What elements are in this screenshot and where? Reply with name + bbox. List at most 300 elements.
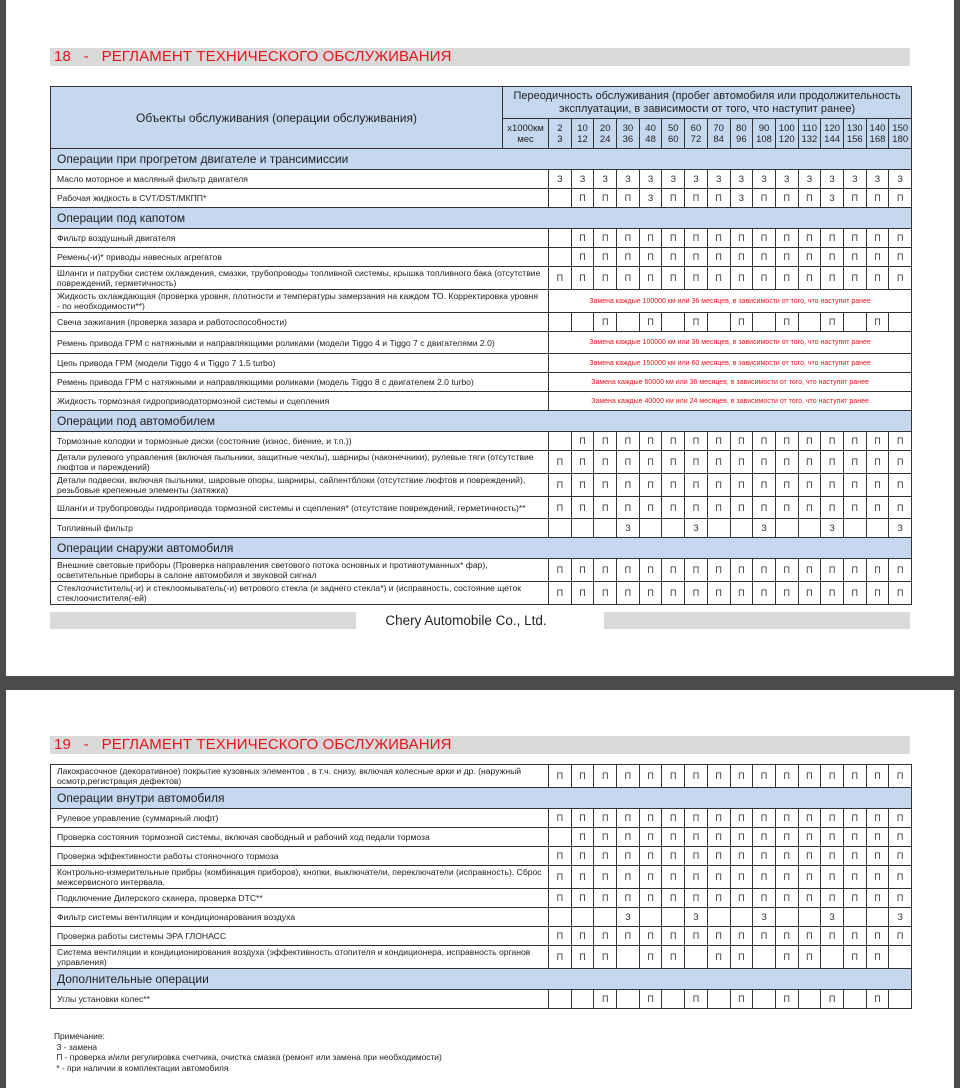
schedule-cell: П [843,765,866,788]
schedule-cell: П [662,229,685,248]
schedule-cell [753,990,776,1009]
schedule-cell: П [707,248,730,267]
interval-months: 36 [622,133,634,145]
schedule-cell: П [866,474,889,497]
schedule-cell: П [866,927,889,946]
schedule-cell: З [798,170,821,189]
schedule-cell: П [889,229,912,248]
operation-label: Внешние световые приборы (Проверка направления светового потока основных и противотуманных* фар), осветительные приборы в салоне автомобиля и звуковой сигнал [51,559,549,582]
unit-km: x1000км [507,122,544,134]
interval-km: 40 [645,122,656,134]
schedule-cell: П [617,866,640,889]
schedule-cell: З [775,170,798,189]
schedule-cell: П [685,189,708,208]
schedule-cell: П [843,474,866,497]
schedule-cell: П [775,559,798,582]
schedule-cell: П [889,559,912,582]
schedule-cell: П [798,946,821,969]
schedule-cell: П [889,809,912,828]
schedule-cell: П [707,809,730,828]
schedule-cell: П [753,248,776,267]
schedule-cell: П [639,582,662,605]
interval-header [685,119,708,149]
schedule-cell: П [707,229,730,248]
schedule-cell: П [889,474,912,497]
table-row [51,189,912,208]
table-row [51,373,912,392]
schedule-cell: П [685,847,708,866]
schedule-cell: П [549,559,572,582]
schedule-cell: П [617,474,640,497]
schedule-cell: П [821,451,844,474]
schedule-cell: З [821,519,844,538]
schedule-cell: П [685,497,708,519]
schedule-cell: П [685,889,708,908]
schedule-cell: П [707,889,730,908]
schedule-cell: З [662,170,685,189]
schedule-cell: П [662,765,685,788]
schedule-cell: П [843,189,866,208]
interval-header [639,119,662,149]
schedule-cell: З [753,519,776,538]
schedule-cell: П [821,927,844,946]
schedule-cell: П [775,765,798,788]
schedule-cell: П [662,582,685,605]
schedule-cell [707,990,730,1009]
schedule-cell: П [685,990,708,1009]
table-row [51,392,912,411]
schedule-cell: П [594,267,617,290]
replacement-note: Замена каждые 100000 км или 36 месяцев, в зависимости от того, что наступит ранее [549,332,912,354]
table-row [51,170,912,189]
interval-months: 60 [667,133,679,145]
schedule-cell [639,908,662,927]
section-header [51,538,912,559]
schedule-cell: П [821,474,844,497]
table-row [51,451,912,474]
schedule-cell: З [821,189,844,208]
operation-label: Проверка состояния тормозной системы, включая свободный и рабочий ход педали тормоза [51,828,549,847]
schedule-cell: П [730,990,753,1009]
schedule-cell: П [753,497,776,519]
schedule-cell: П [571,189,594,208]
schedule-cell: П [889,889,912,908]
schedule-cell: П [866,432,889,451]
schedule-cell: П [889,451,912,474]
replacement-note: Замена каждые 100000 км или 36 месяцев, в зависимости от того, что наступит ранее [549,290,912,313]
table-row [51,889,912,908]
schedule-cell [662,990,685,1009]
schedule-cell: П [730,946,753,969]
schedule-cell: З [639,189,662,208]
schedule-cell: З [617,908,640,927]
schedule-cell: П [617,497,640,519]
notes-line: П - проверка и/или регулировка счетчика, очистка смазка (ремонт или замена при необходимости) [54,1052,442,1062]
schedule-cell: П [707,267,730,290]
operation-label: Стеклоочиститель(-и) и стеклоомыватель(-и) ветрового стекла (и заднего стекла*) и (исправность, состояние щеток стеклоочистителя(-ей) [51,582,549,605]
schedule-cell: П [549,497,572,519]
schedule-cell: П [889,866,912,889]
schedule-cell: П [775,267,798,290]
schedule-cell: П [594,847,617,866]
footer-company: Chery Automobile Co., Ltd. [385,613,547,628]
schedule-cell: П [798,765,821,788]
schedule-cell: З [617,519,640,538]
schedule-cell: П [594,946,617,969]
operation-label: Тормозные колодки и тормозные диски (состояние (износ, биение, и т.п.)) [51,432,549,451]
schedule-cell: П [798,582,821,605]
schedule-cell: П [662,432,685,451]
schedule-cell: П [662,248,685,267]
schedule-cell: П [753,474,776,497]
schedule-cell: П [639,809,662,828]
schedule-cell: З [889,908,912,927]
page-title-bar [50,736,910,754]
schedule-cell [775,908,798,927]
schedule-cell: П [594,451,617,474]
schedule-cell: П [662,559,685,582]
interval-header [889,119,912,149]
table-row [51,828,912,847]
interval-km: 150 [892,122,909,134]
interval-header [617,119,640,149]
schedule-cell: П [707,189,730,208]
interval-km: 80 [736,122,747,134]
table-row [51,313,912,332]
schedule-cell [685,946,708,969]
schedule-cell [707,908,730,927]
schedule-cell: П [594,866,617,889]
schedule-cell: П [798,828,821,847]
table-row [51,354,912,373]
schedule-cell: З [730,189,753,208]
schedule-cell: П [775,582,798,605]
schedule-cell: П [571,432,594,451]
schedule-cell: П [730,927,753,946]
schedule-cell [639,519,662,538]
schedule-cell: П [639,497,662,519]
schedule-cell: П [617,451,640,474]
schedule-cell: П [662,267,685,290]
schedule-cell: П [549,946,572,969]
schedule-cell [889,946,912,969]
schedule-cell: З [594,170,617,189]
schedule-cell: П [639,229,662,248]
schedule-cell: П [866,497,889,519]
schedule-cell: П [889,432,912,451]
operation-label: Жидкость тормозная гидроприводатормозной системы и сцепления [51,392,549,411]
schedule-cell: П [798,889,821,908]
schedule-cell: П [775,189,798,208]
schedule-cell: П [594,559,617,582]
schedule-cell: П [707,946,730,969]
operation-label: Детали рулевого управления (включая пыльники, защитные чехлы), шарниры (наконечники), рулевые тяги (отсутствие люфтов и пареждений) [51,451,549,474]
schedule-cell: П [753,809,776,828]
schedule-cell: П [798,189,821,208]
schedule-cell: П [662,889,685,908]
schedule-cell: П [866,248,889,267]
maintenance-schedule-table [50,86,912,605]
interval-header [571,119,594,149]
schedule-cell: П [707,451,730,474]
footer-bar-left [50,612,356,629]
interval-months: 108 [756,133,772,145]
schedule-cell: П [549,765,572,788]
interval-km: 70 [713,122,724,134]
section-title: Операции внутри автомобиля [51,788,912,809]
schedule-cell: З [639,170,662,189]
schedule-cell: П [753,582,776,605]
schedule-cell: П [866,847,889,866]
operation-label: Ремень(-и)* приводы навесных агрегатов [51,248,549,267]
schedule-cell: П [821,828,844,847]
schedule-cell: П [594,229,617,248]
schedule-cell: П [866,866,889,889]
section-header [51,411,912,432]
schedule-cell: П [821,889,844,908]
schedule-cell: П [549,889,572,908]
schedule-cell: П [571,946,594,969]
schedule-cell: П [662,847,685,866]
interval-km: 30 [622,122,634,134]
operation-label: Проверка эффективности работы стояночного тормоза [51,847,549,866]
maintenance-schedule-table-continued [50,764,912,1009]
schedule-cell [889,313,912,332]
schedule-cell: П [662,927,685,946]
schedule-cell [843,313,866,332]
table-row [51,765,912,788]
operation-label: Углы установки колес** [51,990,549,1009]
schedule-cell: П [821,497,844,519]
schedule-cell: П [639,866,662,889]
schedule-cell: П [775,248,798,267]
schedule-cell: З [889,170,912,189]
schedule-cell: П [821,582,844,605]
schedule-cell: П [639,432,662,451]
schedule-cell: З [753,908,776,927]
schedule-cell: П [594,828,617,847]
schedule-cell: П [662,946,685,969]
schedule-cell: П [639,990,662,1009]
schedule-cell: П [821,313,844,332]
schedule-cell: П [685,866,708,889]
schedule-cell: П [571,927,594,946]
schedule-cell: П [821,990,844,1009]
section-header [51,788,912,809]
schedule-cell: П [889,828,912,847]
schedule-cell: П [775,229,798,248]
schedule-cell [798,990,821,1009]
operation-label: Фильтр системы вентиляции и кондиционарования воздуха [51,908,549,927]
schedule-cell: П [594,432,617,451]
schedule-cell: П [821,229,844,248]
schedule-cell: П [571,248,594,267]
operation-label: Фильтр воздушный двигателя [51,229,549,248]
interval-months: 84 [713,133,724,145]
operation-label: Шланги и трубопроводы гидропривода тормозной системы и сцепления* (отсутствие повреждений, герметичность)** [51,497,549,519]
schedule-cell: П [753,229,776,248]
table-row [51,229,912,248]
schedule-cell: П [730,559,753,582]
schedule-cell: П [617,927,640,946]
schedule-cell: П [843,248,866,267]
schedule-cell: П [662,451,685,474]
interval-km: 20 [599,122,611,134]
schedule-cell: П [730,451,753,474]
interval-header [775,119,798,149]
schedule-cell [549,908,572,927]
schedule-cell: З [549,170,572,189]
schedule-cell: П [549,847,572,866]
schedule-cell: П [843,582,866,605]
schedule-cell: П [594,889,617,908]
schedule-cell: З [571,170,594,189]
schedule-cell: П [594,248,617,267]
page-title: 19 - РЕГЛАМЕНТ ТЕХНИЧЕСКОГО ОБСЛУЖИВАНИЯ [54,736,452,753]
schedule-cell: П [594,313,617,332]
interval-km: 2 [557,122,563,134]
section-title: Операции под капотом [51,208,912,229]
schedule-cell: П [821,432,844,451]
schedule-cell [866,519,889,538]
schedule-cell: П [639,313,662,332]
schedule-cell: П [889,927,912,946]
replacement-note: Замена каждые 150000 км или 60 месяцев, в зависимости от того, что наступит ранее [549,354,912,373]
interval-header [821,119,844,149]
document-page-19 [6,690,954,1088]
schedule-cell: П [549,267,572,290]
schedule-cell: З [685,170,708,189]
section-title: Дополнительные операции [51,969,912,990]
schedule-cell [889,990,912,1009]
interval-header [753,119,776,149]
page-title-bar [50,48,910,66]
schedule-cell: П [662,828,685,847]
schedule-cell: П [594,765,617,788]
schedule-cell: П [685,432,708,451]
schedule-cell: П [866,889,889,908]
schedule-cell: П [617,847,640,866]
schedule-cell [707,519,730,538]
schedule-cell: П [843,889,866,908]
schedule-cell: П [617,432,640,451]
schedule-cell: П [753,927,776,946]
interval-km: 140 [869,122,886,134]
schedule-cell: П [571,765,594,788]
schedule-cell [798,313,821,332]
table-row [51,267,912,290]
schedule-cell [571,519,594,538]
operation-label: Ремень привода ГРМ с натяжными и направляющими роликами (модель Tiggo 8 с двигателем 2.0 turbo) [51,373,549,392]
schedule-cell: П [639,451,662,474]
schedule-cell: П [730,847,753,866]
schedule-cell: П [775,451,798,474]
schedule-cell: П [843,451,866,474]
schedule-cell: П [866,451,889,474]
schedule-cell: П [730,765,753,788]
schedule-cell: П [707,927,730,946]
schedule-cell: П [730,432,753,451]
schedule-cell: П [571,828,594,847]
schedule-cell: П [821,248,844,267]
schedule-cell: П [889,847,912,866]
schedule-cell: П [571,582,594,605]
table-row [51,908,912,927]
schedule-cell: П [821,809,844,828]
schedule-cell [843,990,866,1009]
schedule-cell: П [753,828,776,847]
schedule-cell: П [549,927,572,946]
operation-label: Цепь привода ГРМ (модели Tiggo 4 и Tiggo 7 1.5 turbo) [51,354,549,373]
table-row [51,946,912,969]
table-row [51,809,912,828]
schedule-cell: П [639,474,662,497]
schedule-cell: П [866,559,889,582]
schedule-cell: П [617,248,640,267]
schedule-cell: П [730,497,753,519]
schedule-cell: П [798,451,821,474]
schedule-cell: П [617,889,640,908]
schedule-cell: П [662,866,685,889]
schedule-cell [549,313,572,332]
schedule-cell: П [617,765,640,788]
schedule-cell: П [730,866,753,889]
operation-label: Подключение Дилерского сканера, проверка DTC** [51,889,549,908]
schedule-cell: П [889,189,912,208]
schedule-cell: П [866,189,889,208]
periodicity-header: Переодичность обслуживания (пробег автомобиля или продолжительность эксплуатации, в зависимости от того, что наступит ранее) [503,87,912,119]
schedule-cell: П [685,765,708,788]
operation-label: Масло моторное и масляный фильтр двигателя [51,170,549,189]
schedule-cell: П [753,432,776,451]
schedule-cell: П [843,432,866,451]
interval-header [843,119,866,149]
schedule-cell: П [775,990,798,1009]
schedule-cell: П [707,847,730,866]
schedule-cell: П [707,582,730,605]
schedule-cell [549,189,572,208]
schedule-cell: П [843,229,866,248]
schedule-cell: П [843,497,866,519]
schedule-cell: П [866,582,889,605]
operation-label: Система вентиляции и кондиционирования воздуха (эффективность отопителя и кондиционера, исправность органов управления) [51,946,549,969]
operation-label: Топливный фильтр [51,519,549,538]
schedule-cell: П [821,847,844,866]
table-row [51,432,912,451]
schedule-cell: П [798,497,821,519]
schedule-cell: П [843,809,866,828]
schedule-cell: П [753,866,776,889]
schedule-cell: П [866,809,889,828]
schedule-cell: П [639,889,662,908]
schedule-cell [549,519,572,538]
schedule-cell: П [617,582,640,605]
schedule-cell: З [821,908,844,927]
schedule-cell: П [889,765,912,788]
unit-months: мес [517,133,534,145]
schedule-cell: П [866,313,889,332]
schedule-cell [571,990,594,1009]
schedule-cell: З [617,170,640,189]
interval-header [594,119,617,149]
schedule-cell: П [798,267,821,290]
table-row [51,290,912,313]
operation-label: Свеча зажигания (проверка зазара и работоспособности) [51,313,549,332]
interval-header [707,119,730,149]
schedule-cell: П [707,432,730,451]
schedule-cell: П [753,559,776,582]
schedule-cell: П [571,267,594,290]
